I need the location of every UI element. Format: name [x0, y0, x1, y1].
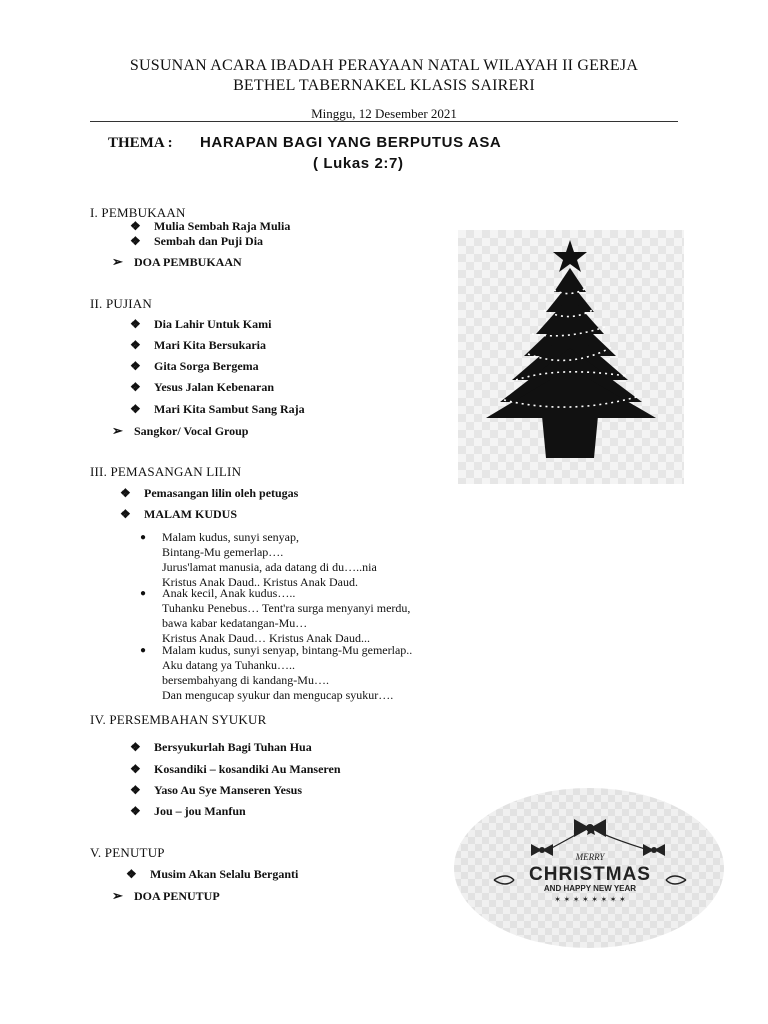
verse-1: ● Malam kudus, sunyi senyap, Bintang-Mu gemerlap…. Jurus'lamat manusia, ada datang di du…..nia Kristus Anak Daud.. Kristus Anak Daud.	[140, 530, 377, 589]
header-divider	[90, 121, 678, 122]
diamond-bullet-icon: ❖	[130, 359, 141, 373]
list-item: ❖ Bersyukurlah Bagi Tuhan Hua	[130, 740, 312, 754]
thema-label: THEMA :	[108, 135, 173, 151]
diamond-bullet-icon: ❖	[130, 804, 141, 818]
verse-2: ● Anak kecil, Anak kudus….. Tuhanku Penebus… Tent'ra surga menyanyi merdu, bawa kabar kedatangan-Mu… Kristus Anak Daud… Kristus Anak Daud...	[140, 586, 411, 645]
list-item: ❖ MALAM KUDUS	[120, 507, 237, 521]
list-item: ❖ Musim Akan Selalu Berganti	[126, 867, 299, 881]
doc-date: Minggu, 12 Desember 2021	[311, 106, 457, 121]
svg-text:✶ ✶ ✶ ✶ ✶ ✶ ✶ ✶: ✶ ✶ ✶ ✶ ✶ ✶ ✶ ✶	[554, 895, 626, 904]
diamond-bullet-icon: ❖	[120, 486, 131, 500]
list-item: ❖ Kosandiki – kosandiki Au Manseren	[130, 762, 341, 776]
arrow-bullet-icon: ➢	[112, 888, 123, 903]
list-item: ❖ Mari Kita Sambut Sang Raja	[130, 402, 305, 416]
doc-title-line-2: BETHEL TABERNAKEL KLASIS SAIRERI	[233, 77, 535, 94]
diamond-bullet-icon: ❖	[130, 402, 141, 416]
list-item: ❖ Mulia Sembah Raja Mulia	[130, 219, 291, 233]
badge-merry-text: MERRY	[575, 852, 605, 862]
section-heading-lilin: III. PEMASANGAN LILIN	[90, 464, 242, 479]
diamond-bullet-icon: ❖	[130, 219, 141, 233]
section-heading-penutup: V. PENUTUP	[90, 845, 165, 860]
christmas-tree-icon	[458, 230, 684, 484]
merry-christmas-badge	[454, 788, 724, 948]
bullet-dot-icon: ●	[140, 532, 147, 543]
diamond-bullet-icon: ❖	[126, 867, 137, 881]
bullet-dot-icon: ●	[140, 588, 147, 599]
merry-christmas-decoration	[454, 788, 724, 948]
list-item: ❖ Gita Sorga Bergema	[130, 359, 259, 373]
list-item: ❖ Pemasangan lilin oleh petugas	[120, 486, 299, 500]
list-item: ❖ Sembah dan Puji Dia	[130, 234, 264, 248]
list-item: ❖ Jou – jou Manfun	[130, 804, 246, 818]
section-heading-pujian: II. PUJIAN	[90, 296, 152, 311]
diamond-bullet-icon: ❖	[120, 507, 131, 521]
diamond-bullet-icon: ❖	[130, 338, 141, 352]
badge-christmas-text: CHRISTMAS	[529, 864, 651, 885]
badge-new-year-text: AND HAPPY NEW YEAR	[543, 884, 637, 893]
section-heading-pembukaan: I. PEMBUKAAN	[90, 205, 186, 220]
diamond-bullet-icon: ❖	[130, 234, 141, 248]
thema-reference: ( Lukas 2:7)	[313, 155, 404, 172]
list-item: ❖ Mari Kita Bersukaria	[130, 338, 266, 352]
list-item: ❖ Yaso Au Sye Manseren Yesus	[130, 783, 303, 797]
list-item: ❖ Dia Lahir Untuk Kami	[130, 317, 272, 331]
diamond-bullet-icon: ❖	[130, 762, 141, 776]
diamond-bullet-icon: ❖	[130, 740, 141, 754]
bullet-dot-icon: ●	[140, 645, 147, 656]
arrow-item: ➢ Sangkor/ Vocal Group	[112, 423, 249, 438]
verse-3: ● Malam kudus, sunyi senyap, bintang-Mu gemerlap.. Aku datang ya Tuhanku….. bersembahyang di kandang-Mu…. Dan mengucap syukur dan mengucap syukur….	[140, 643, 413, 702]
christmas-tree-image	[458, 230, 684, 484]
diamond-bullet-icon: ❖	[130, 380, 141, 394]
arrow-item: ➢ DOA PEMBUKAAN	[112, 254, 242, 269]
section-heading-persembahan: IV. PERSEMBAHAN SYUKUR	[90, 712, 267, 727]
diamond-bullet-icon: ❖	[130, 783, 141, 797]
thema-text: HARAPAN BAGI YANG BERPUTUS ASA	[200, 134, 502, 151]
doc-title-line-1: SUSUNAN ACARA IBADAH PERAYAAN NATAL WILAYAH II GEREJA	[129, 57, 639, 74]
arrow-item: ➢ DOA PENUTUP	[112, 888, 220, 903]
arrow-bullet-icon: ➢	[112, 254, 123, 269]
diamond-bullet-icon: ❖	[130, 317, 141, 331]
arrow-bullet-icon: ➢	[112, 423, 123, 438]
list-item: ❖ Yesus Jalan Kebenaran	[130, 380, 275, 394]
